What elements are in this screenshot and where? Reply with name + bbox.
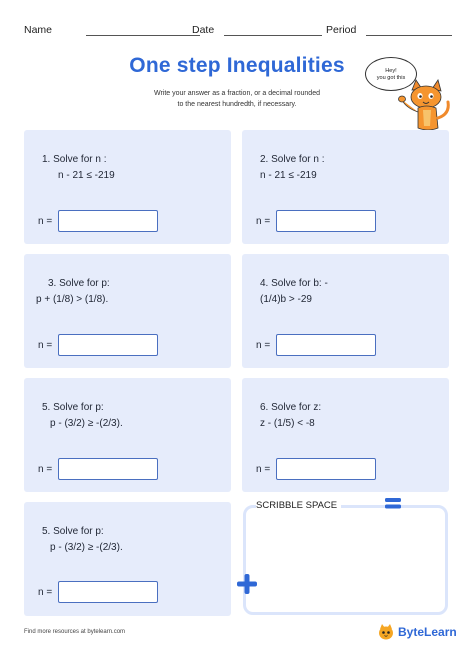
problem-text [42,524,123,556]
answer-row [38,581,158,603]
problem-text [260,276,328,308]
answer-input[interactable] [58,581,158,603]
problem-card-4 [242,254,449,368]
answer-input[interactable] [58,210,158,232]
problem-card-6 [242,378,449,492]
bytelearn-cat-icon [378,624,394,640]
problem-card-7 [24,502,231,616]
problem-prompt: 2. Solve for n : [260,154,325,165]
problem-prompt: 6. Solve for z: [260,402,322,413]
problem-card-3 [24,254,231,368]
problem-text [42,152,115,184]
problem-text [260,152,324,184]
speech-line-2: you got this [376,75,406,81]
problem-expression: n - 21 ≤ -219 [260,170,317,181]
name-field[interactable] [24,24,200,36]
period-label: Period [326,24,357,36]
name-line[interactable] [86,26,200,36]
period-field[interactable] [326,24,452,36]
footer-text: Find more resources at bytelearn.com [24,629,126,635]
cat-mascot-icon [398,78,452,134]
problem-expression: p - (3/2) ≥ -(2/3). [50,542,123,553]
answer-row [38,334,158,356]
problem-card-1 [24,130,231,244]
date-label: Date [192,24,215,36]
equals-icon [385,496,401,510]
problem-card-2 [242,130,449,244]
date-field[interactable] [192,24,322,36]
answer-input[interactable] [58,458,158,480]
answer-input[interactable] [276,458,376,480]
answer-label: n = [256,215,271,227]
answer-label: n = [256,339,271,351]
period-line[interactable] [366,26,452,36]
problem-prompt: 5. Solve for p: [42,526,104,537]
problem-expression: p + (1/8) > (1/8). [36,294,109,305]
problem-expression: (1/4)b > -29 [260,294,312,305]
problem-text [260,400,321,432]
problem-expression: n - 21 ≤ -219 [58,170,115,181]
answer-label: n = [256,463,271,475]
problem-text [36,276,110,308]
answer-label: n = [38,586,53,598]
date-line[interactable] [224,26,322,36]
scribble-space[interactable] [243,505,448,615]
answer-input[interactable] [276,334,376,356]
instructions-line-2: to the nearest hundredth, if necessary. [177,101,297,108]
header-fields [24,24,452,40]
page-title: One step Inequalities [129,54,345,77]
speech-line-1: Hey! [385,68,397,74]
answer-label: n = [38,339,53,351]
answer-input[interactable] [58,334,158,356]
problem-prompt: 4. Solve for b: - [260,278,328,289]
problem-prompt: 1. Solve for n : [42,154,107,165]
problem-text [42,400,123,432]
brand-name: ByteLearn [398,625,457,639]
answer-row [256,458,376,480]
problem-expression: p - (3/2) ≥ -(2/3). [50,418,123,429]
answer-label: n = [38,215,53,227]
problem-card-5 [24,378,231,492]
answer-input[interactable] [276,210,376,232]
problem-prompt: 5. Solve for p: [42,402,104,413]
answer-row [38,210,158,232]
brand-logo [378,624,457,640]
answer-label: n = [38,463,53,475]
name-label: Name [24,24,53,36]
plus-icon [236,573,258,595]
answer-row [256,210,376,232]
instructions-line-1: Write your answer as a fraction, or a decimal rounded [153,90,320,97]
scribble-label: SCRIBBLE SPACE [256,500,341,511]
answer-row [38,458,158,480]
problem-prompt: 3. Solve for p: [48,278,110,289]
answer-row [256,334,376,356]
problem-expression: z - (1/5) < -8 [260,418,315,429]
